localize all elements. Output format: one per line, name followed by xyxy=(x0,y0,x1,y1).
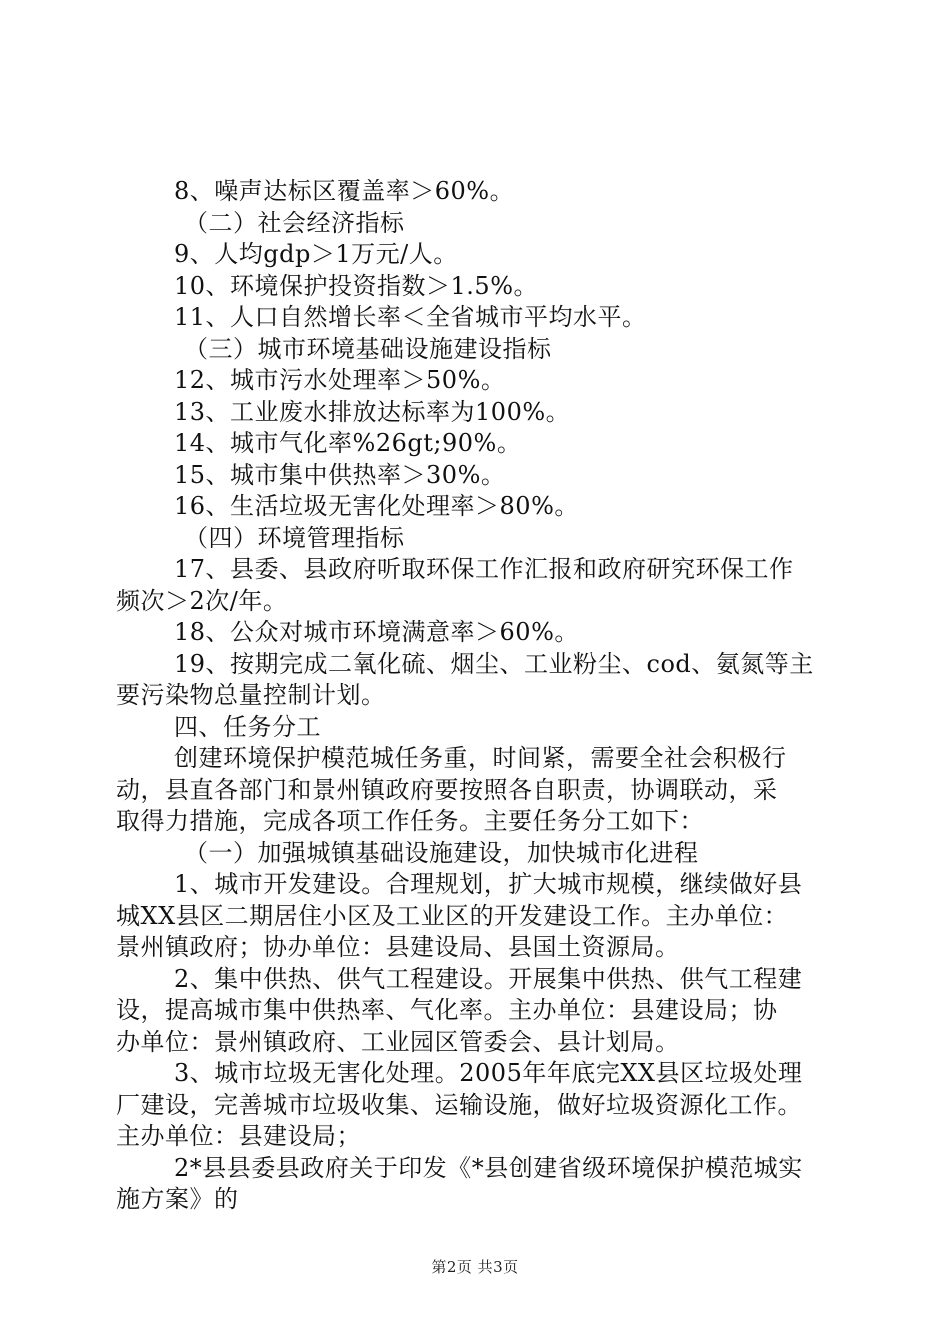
text-line: 办单位：景州镇政府、工业园区管委会、县计划局。 xyxy=(116,1027,680,1056)
text-line: 17、县委、县政府听取环保工作汇报和政府研究环保工作 xyxy=(174,555,794,583)
text-line: （一）加强城镇基础设施建设，加快城市化进程 xyxy=(184,838,699,867)
text-line: 施方案》的 xyxy=(116,1185,239,1213)
text-line: 动，县直各部门和景州镇政府要按照各自职责，协调联动，采 xyxy=(116,775,778,804)
text-line: 14、城市气化率%26gt;90%。 xyxy=(174,429,522,457)
text-line: 城XX县区二期居住小区及工业区的开发建设工作。主办单位： xyxy=(116,901,789,930)
text-line: 3、城市垃圾无害化处理。2005年年底完XX县区垃圾处理 xyxy=(174,1059,803,1087)
text-line: 主办单位：县建设局； xyxy=(116,1122,361,1150)
text-line: 四、任务分工 xyxy=(174,712,321,741)
text-line: 19、按期完成二氧化硫、烟尘、工业粉尘、cod、氨氮等主 xyxy=(174,649,814,678)
text-line: 设，提高城市集中供热率、气化率。主办单位：县建设局；协 xyxy=(116,996,778,1024)
text-line: （四）环境管理指标 xyxy=(184,523,405,552)
page-footer: 第2页 共3页 xyxy=(431,1258,519,1276)
document-body xyxy=(116,176,836,1216)
text-line: 16、生活垃圾无害化处理率＞80%。 xyxy=(174,492,579,520)
text-line: 15、城市集中供热率＞30%。 xyxy=(174,460,506,489)
text-line: 1、城市开发建设。合理规划，扩大城市规模，继续做好县 xyxy=(174,870,803,898)
text-line: 11、人口自然增长率＜全省城市平均水平。 xyxy=(174,303,647,331)
text-line: 景州镇政府；协办单位：县建设局、县国土资源局。 xyxy=(116,933,680,961)
text-line: 2*县县委县政府关于印发《*县创建省级环境保护模范城实 xyxy=(174,1153,803,1182)
text-line: 频次＞2次/年。 xyxy=(116,586,288,615)
text-line: 取得力措施，完成各项工作任务。主要任务分工如下： xyxy=(116,807,704,835)
text-line: 9、人均gdp＞1万元/人。 xyxy=(174,240,458,268)
text-line: 10、环境保护投资指数＞1.5%。 xyxy=(174,271,539,300)
text-line: 要污染物总量控制计划。 xyxy=(116,681,386,709)
text-line: 8、噪声达标区覆盖率＞60%。 xyxy=(174,177,515,205)
text-line: （三）城市环境基础设施建设指标 xyxy=(184,334,552,363)
text-line: 18、公众对城市环境满意率＞60%。 xyxy=(174,618,579,646)
text-line: （二）社会经济指标 xyxy=(184,208,405,237)
text-line: 创建环境保护模范城任务重，时间紧，需要全社会积极行 xyxy=(174,744,787,772)
text-line: 厂建设，完善城市垃圾收集、运输设施，做好垃圾资源化工作。 xyxy=(116,1090,802,1119)
text-line: 13、工业废水排放达标率为100%。 xyxy=(174,397,571,426)
text-line: 2、集中供热、供气工程建设。开展集中供热、供气工程建 xyxy=(174,964,803,993)
text-line: 12、城市污水处理率＞50%。 xyxy=(174,366,506,394)
